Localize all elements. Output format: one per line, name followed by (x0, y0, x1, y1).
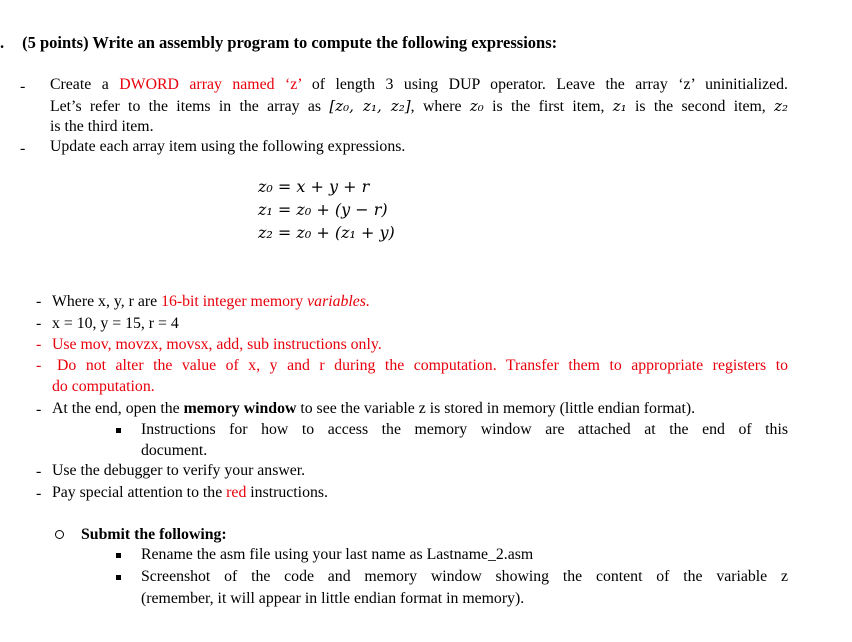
dash-bullet: - (36, 336, 42, 353)
submit-item-screenshot-line-1: Screenshot of the code and memory window showing the content of the variable z (141, 568, 788, 585)
intro-bullet-1-line-2: Let’s refer to the items in the array as [z₀, z₁, z₂], where z₀ is the first item, z₁ is the second item, z₂ (50, 97, 788, 115)
equation-z2: z₂ = z₀ + (z₁ + y) (258, 223, 395, 242)
dash-bullet: - (20, 78, 26, 95)
intro-bullet-2: Update each array item using the following expressions. (50, 138, 406, 155)
square-bullet (116, 428, 121, 433)
sub-item-instructions-line-1: Instructions for how to access the memory window are attached at the end of this (141, 421, 788, 438)
equation-z1: z₁ = z₀ + (y − r) (258, 200, 388, 219)
submit-item-rename: Rename the asm file using your last name as Lastname_2.asm (141, 546, 534, 563)
list-item-no-alter-line-1: Do not alter the value of x, y and r during the computation. Transfer them to appropriate registers to (57, 357, 788, 374)
list-item-values: x = 10, y = 15, r = 4 (52, 315, 179, 332)
points-label: (5 points) (22, 33, 89, 52)
question-title: Write an assembly program to compute the following expressions: (92, 33, 558, 52)
circle-bullet (55, 530, 64, 539)
list-item-instructions: Use mov, movzx, movsx, add, sub instructions only. (52, 336, 382, 353)
dash-bullet: - (36, 315, 42, 332)
dash-bullet: - (20, 140, 26, 157)
dash-bullet: - (36, 463, 42, 480)
submit-title: Submit the following: (81, 526, 227, 543)
list-item-red-attention: Pay special attention to the red instructions. (52, 484, 328, 501)
dword-array-red-text: DWORD array named ‘z’ (119, 76, 302, 93)
heading-bullet: . (0, 33, 5, 52)
square-bullet (116, 553, 121, 558)
dash-bullet: - (36, 293, 42, 310)
square-bullet (116, 575, 121, 580)
items-math: [z₀, z₁, z₂] (329, 97, 411, 115)
list-item-no-alter-line-2: do computation. (52, 378, 155, 395)
dash-bullet: - (36, 357, 42, 374)
intro-bullet-1-line-1: Create a DWORD array named ‘z’ of length 3 using DUP operator. Leave the array ‘z’ uninitialized. (50, 76, 789, 93)
list-item-variables: Where x, y, r are 16-bit integer memory variables. (52, 293, 370, 310)
intro-bullet-1-line-3: is the third item. (50, 118, 154, 135)
list-item-debugger: Use the debugger to verify your answer. (52, 462, 306, 479)
question-heading (0, 33, 557, 53)
sub-item-instructions-line-2: document. (141, 442, 208, 459)
submit-item-screenshot-line-2: (remember, it will appear in little endian format in memory). (141, 590, 525, 607)
list-item-memory-window: At the end, open the memory window to see the variable z is stored in memory (little endian format). (52, 400, 696, 417)
dash-bullet: - (36, 485, 42, 502)
dash-bullet: - (36, 401, 42, 418)
equation-z0: z₀ = x + y + r (258, 177, 370, 196)
